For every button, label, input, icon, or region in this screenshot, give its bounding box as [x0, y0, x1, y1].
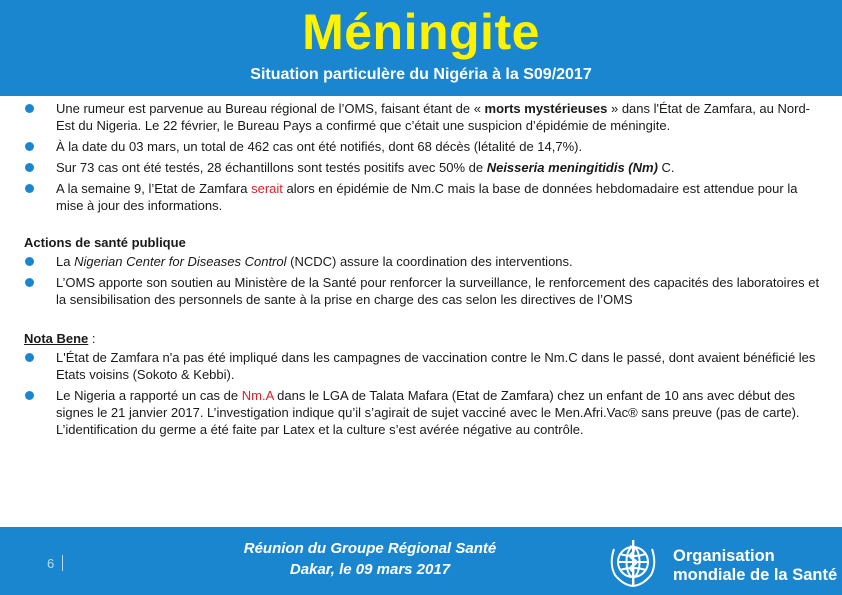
highlight-text: Nm.A: [241, 388, 274, 403]
bullet-dot-icon: [25, 391, 34, 400]
list-item: L’OMS apporte son soutien au Ministère de la Santé pour renforcer la surveillance, le renforcement des capacités des laboratoires et la sensibilisation des personnels de sante à la prise en charge des cas selon les directives de l’OMS: [24, 274, 824, 308]
slide-content: [24, 100, 824, 442]
bullet-dot-icon: [25, 353, 34, 362]
nota-heading: Nota Bene: [24, 331, 89, 346]
list-item: Sur 73 cas ont été testés, 28 échantillons sont testés positifs avec 50% de Neisseria meningitidis (Nm) C.: [24, 159, 824, 176]
actions-heading: Actions de santé publique: [24, 235, 186, 250]
page-number: 6: [47, 556, 55, 571]
list-item: L'État de Zamfara n'a pas été impliqué dans les campagnes de vaccination contre le Nm.C dans le passé, dont avaient bénéficié les Etats voisins (Sokoto & Kebbi).: [24, 349, 824, 383]
page-number-divider: [62, 555, 63, 571]
who-wordmark: [673, 547, 837, 585]
page-title: Méningite: [302, 4, 540, 60]
bullet-dot-icon: [25, 142, 34, 151]
highlight-text: serait: [251, 181, 283, 196]
bullet-dot-icon: [25, 104, 34, 113]
org-name: Nigerian Center for Diseases Control: [74, 254, 287, 269]
list-item: À la date du 03 mars, un total de 462 cas ont été notifiés, dont 68 décès (létalité de 14,7%).: [24, 138, 824, 155]
who-wordmark-line-2: mondiale de la Santé: [673, 566, 838, 584]
list-item: La Nigerian Center for Diseases Control (NCDC) assure la coordination des interventions.: [24, 253, 824, 270]
who-wordmark-line-1: Organisation: [673, 547, 775, 565]
footer-line-1: Réunion du Groupe Régional Santé: [243, 540, 497, 557]
bullet-dot-icon: [25, 163, 34, 172]
bold-text: morts mystérieuses: [484, 101, 608, 116]
footer-line-2: Dakar, le 09 mars 2017: [289, 561, 451, 578]
pathogen-name: Neisseria meningitidis (Nm): [486, 160, 658, 175]
nota-list: [24, 349, 824, 438]
who-emblem-icon: [601, 537, 665, 591]
bullet-dot-icon: [25, 257, 34, 266]
nota-heading-row: Nota Bene :: [24, 331, 96, 346]
bullet-dot-icon: [25, 184, 34, 193]
bullet-dot-icon: [25, 278, 34, 287]
footer-event: [190, 538, 550, 580]
actions-list: [24, 253, 824, 308]
list-item: A la semaine 9, l’Etat de Zamfara serait alors en épidémie de Nm.C mais la base de données hebdomadaire est attendue pour la mise à jour des informations.: [24, 180, 824, 214]
list-item: Une rumeur est parvenue au Bureau régional de l’OMS, faisant étant de « morts mystérieuses » dans l'État de Zamfara, au Nord-Est du Nigeria. Le 22 février, le Bureau Pays a confirmé que c’était une suspicion d’épidémie de méningite.: [24, 100, 824, 134]
list-item: Le Nigeria a rapporté un cas de Nm.A dans le LGA de Talata Mafara (Etat de Zamfara) chez un enfant de 10 ans avec début des signes le 21 janvier 2017. L’investigation indique qu’il s’agirait de sujet vacciné avec le Men.Afri.Vac® sans preuve (pas de carte). L’identification du germe a été faite par Latex et la culture s’est avérée négative au contrôle.: [24, 387, 824, 438]
situation-list: [24, 100, 824, 214]
page-subtitle: Situation particulère du Nigéria à la S09/2017: [250, 66, 592, 83]
